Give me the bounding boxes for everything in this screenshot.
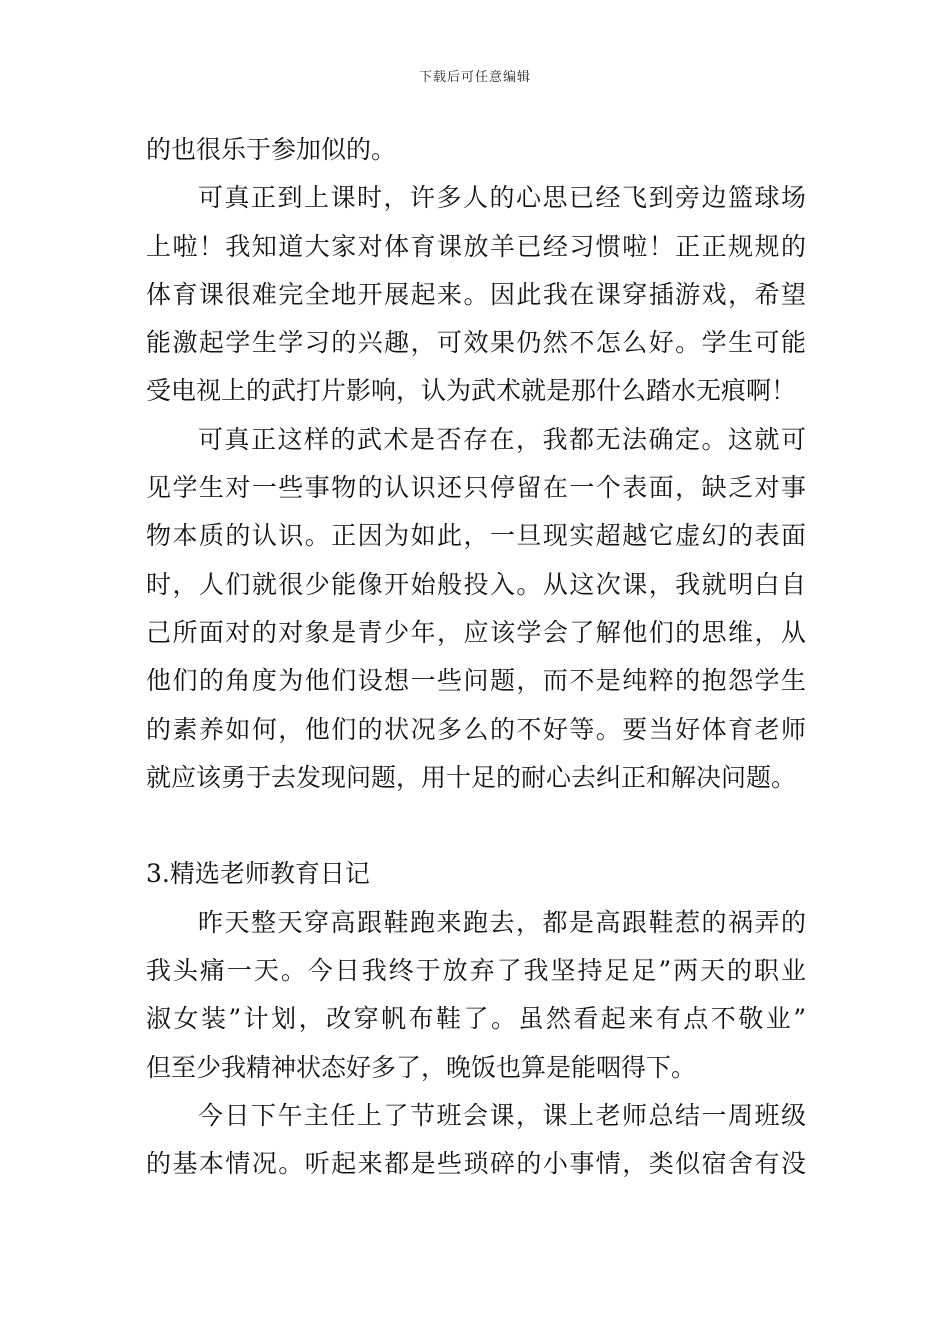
text-line: 上啦！我知道大家对体育课放羊已经习惯啦！正正规规的 — [146, 231, 806, 261]
text-line: 今日下午主任上了节班会课，课上老师总结一周班级 — [198, 1100, 806, 1130]
text-line: 但至少我精神状态好多了，晚饭也算是能咽得下。 — [146, 1052, 697, 1082]
text-line: 的也很乐于参加似的。 — [146, 135, 397, 164]
text-line: 他们的角度为他们设想一些问题，而不是纯粹的抱怨学生 — [146, 666, 806, 696]
text-line: 受电视上的武打片影响，认为武术就是那什么踏水无痕啊！ — [146, 376, 797, 406]
page-header: 下载后可任意编辑 — [418, 70, 531, 85]
text-line: 见学生对一些事物的认识还只停留在一个表面，缺乏对事 — [146, 473, 806, 503]
document-body — [146, 126, 806, 1189]
text-line: 时，人们就很少能像开始般投入。从这次课，我就明白自 — [146, 569, 806, 599]
text-line: 可真正到上课时，许多人的心思已经飞到旁边篮球场 — [198, 183, 806, 213]
text-line: 的素养如何，他们的状况多么的不好等。要当好体育老师 — [146, 714, 806, 744]
text-line: 物本质的认识。正因为如此，一旦现实超越它虚幻的表面 — [146, 521, 806, 551]
text-line: 可真正这样的武术是否存在，我都无法确定。这就可 — [198, 424, 806, 454]
paragraph-gap — [146, 802, 806, 850]
text-line: 就应该勇于去发现问题，用十足的耐心去纠正和解决问题。 — [146, 762, 797, 792]
text-line: 能激起学生学习的兴趣，可效果仍然不怎么好。学生可能 — [146, 328, 806, 358]
section-heading: 3.精选老师教育日记 — [146, 859, 370, 889]
text-line: 淑女装”计划，改穿帆布鞋了。虽然看起来有点不敬业” — [146, 1004, 806, 1034]
text-line: 体育课很难完全地开展起来。因此我在课穿插游戏，希望 — [146, 279, 806, 309]
text-line: 昨天整天穿高跟鞋跑来跑去，都是高跟鞋惹的祸弄的 — [198, 907, 806, 937]
text-line: 的基本情况。听起来都是些琐碎的小事情，类似宿舍有没 — [146, 1149, 806, 1179]
text-line: 己所面对的对象是青少年，应该学会了解他们的思维，从 — [146, 617, 806, 647]
text-line: 我头痛一天。今日我终于放弃了我坚持足足”两天的职业 — [146, 956, 806, 986]
